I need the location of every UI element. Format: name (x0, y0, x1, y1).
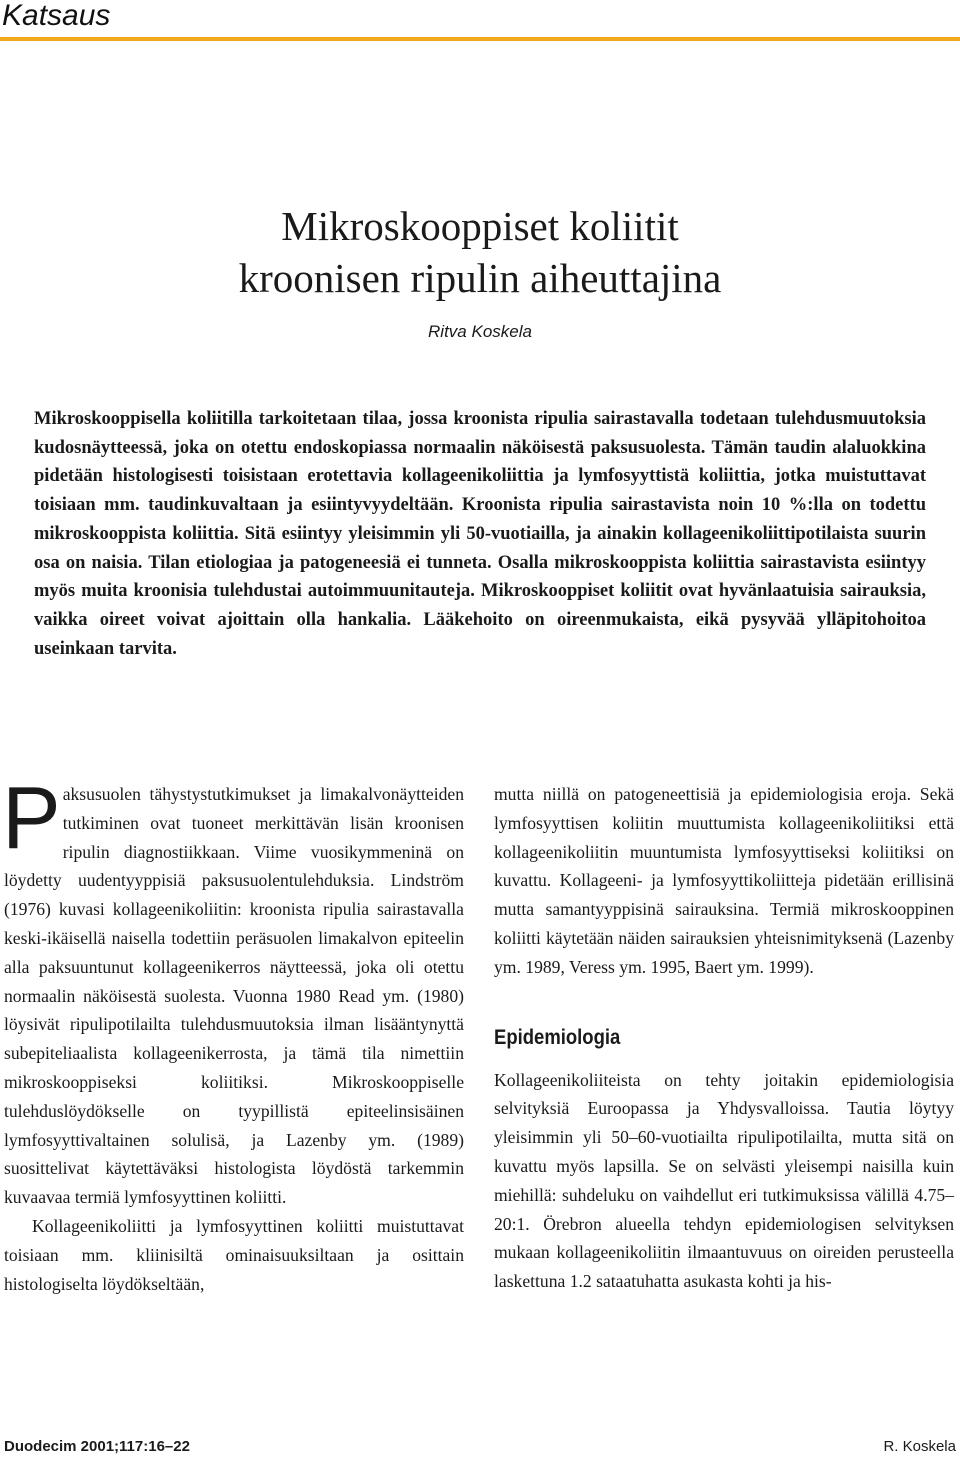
body-column-right (494, 780, 954, 1296)
title-line-1: Mikroskooppiset koliitit (281, 203, 679, 249)
section-heading: Epidemiologia (494, 1025, 621, 1049)
header-rule (0, 37, 960, 41)
header-bar (0, 0, 960, 36)
body-paragraph (2, 768, 464, 1212)
section-label: Katsaus (2, 0, 111, 32)
abstract: Mikroskooppisella koliitilla tarkoitetaan tilaa, jossa kroonista ripulia sairastavalla todetaan tulehdusmuutoksia kudosnäytteessä, joka on otettu endoskopiassa normaalin näköisestä paksusuolesta. Tämän taudin alaluokkina pidetään histologisesti toisistaan erotettavia kollageenikoliittia ja lymfosyyttistä koliittia, jotka muistuttavat toisiaan mm. taudinkuvaltaan ja esiintyvyydeltään. Kroonista ripulia sairastavista noin 10 %:lla on todettu mikroskooppista koliittia. Sitä esiintyy yleisimmin yli 50-vuotiailla, ja ainakin kollageenikoliittipotilaista suurin osa on naisia. Tilan etiologiaa ja patogeneesiä ei tunneta. Osalla mikroskooppista koliittia sairastavista esiintyy myös muita kroonisia tulehdustai autoimmuunitauteja. Mikroskooppiset koliitit ovat hyvänlaatuisia sairauksia, vaikka oireet voivat ajoittain olla hankalia. Lääkehoito on oireenmukaista, eikä pysyvää ylläpitohoitoa useinkaan tarvita. (34, 409, 926, 659)
body-column-left (2, 768, 464, 1298)
body-paragraph: Kollageenikoliiteista on tehty joitakin epidemiologisia selvityksiä Euroopassa ja Yhdysvalloissa. Tautia löytyy yleisimmin yli 50–60-vuotiailta ripulipotilailta, mutta sitä on kuvattu myös lapsilla. Se on selvästi yleisempi naisilla kuin miehillä: suhdeluku on vaihdellut eri tutkimuksissa välillä 4.75–20:1. Örebron alueella tehdyn epidemiologisen selvityksen mukaan kollageenikoliitin ilmaantuvuus on oireiden perusteella laskettuna 1.2 sataatuhatta asukasta kohti ja his- (494, 1069, 954, 1292)
title-line-2: kroonisen ripulin aiheuttajina (238, 255, 722, 301)
article-title (0, 200, 960, 304)
footer-journal-citation: Duodecim 2001;117:16–22 (4, 1438, 190, 1455)
body-paragraph: Kollageenikoliitti ja lymfosyyttinen koliitti muistuttavat toisiaan mm. kliinisiltä ominaisuuksiltaan ja osittain histologiselta löydökseltään, (4, 1215, 464, 1294)
body-paragraph: mutta niillä on patogeneettisiä ja epidemiologisia eroja. Sekä lymfosyyttisen koliitin muuttumista kollageenikoliitiksi että kollageenikoliitin muuntumista lymfosyyttiseksi koliitiksi on kuvattu. Kollageeni- ja lymfosyyttikoliitteja pidetään erillisinä mutta samantyyppisinä sairauksina. Termiä mikroskooppinen koliitti käytetään näiden sairauksien yhteisnimityksenä (Lazenby ym. 1989, Veress ym. 1995, Baert ym. 1999). (494, 784, 954, 977)
author-byline: Ritva Koskela (428, 322, 532, 341)
paragraph-text: aksusuolen tähystystutkimukset ja limakalvonäytteiden tutkiminen ovat tuoneet merkittävän lisän kroonisen ripulin diagnostiikkaan. Viime vuosikymmeninä on löydetty uudentyyppisiä paksusuolentulehduksia. Lindström (1976) kuvasi kollageenikoliitin: kroonista ripulia sairastavalla keski-ikäisellä naisella todettiin peräsuolen limakalvon epiteelin alla paksuuntunut kollageenikerros näytteessä, joka oli otettu normaalin näköisestä suolesta. Vuonna 1980 Read ym. (1980) löysivät ripulipotilailta tulehdusmuutoksia ilman lisääntynyttä subepiteliaalista kollageenikerrosta, ja tämä tila nimettiin mikroskooppiseksi koliitiksi. Mikroskooppiselle tulehduslöydökselle on tyypillistä epiteelinsisäinen lymfosyyttivaltainen solulisä, ja Lazenby ym. (1989) suosittelivat käytettäväksi histologista löydöstä tarkemmin kuvaavaa termiä lymfosyyttinen koliitti. (4, 784, 464, 1208)
footer-author: R. Koskela (883, 1438, 956, 1455)
drop-cap: P (2, 768, 61, 867)
